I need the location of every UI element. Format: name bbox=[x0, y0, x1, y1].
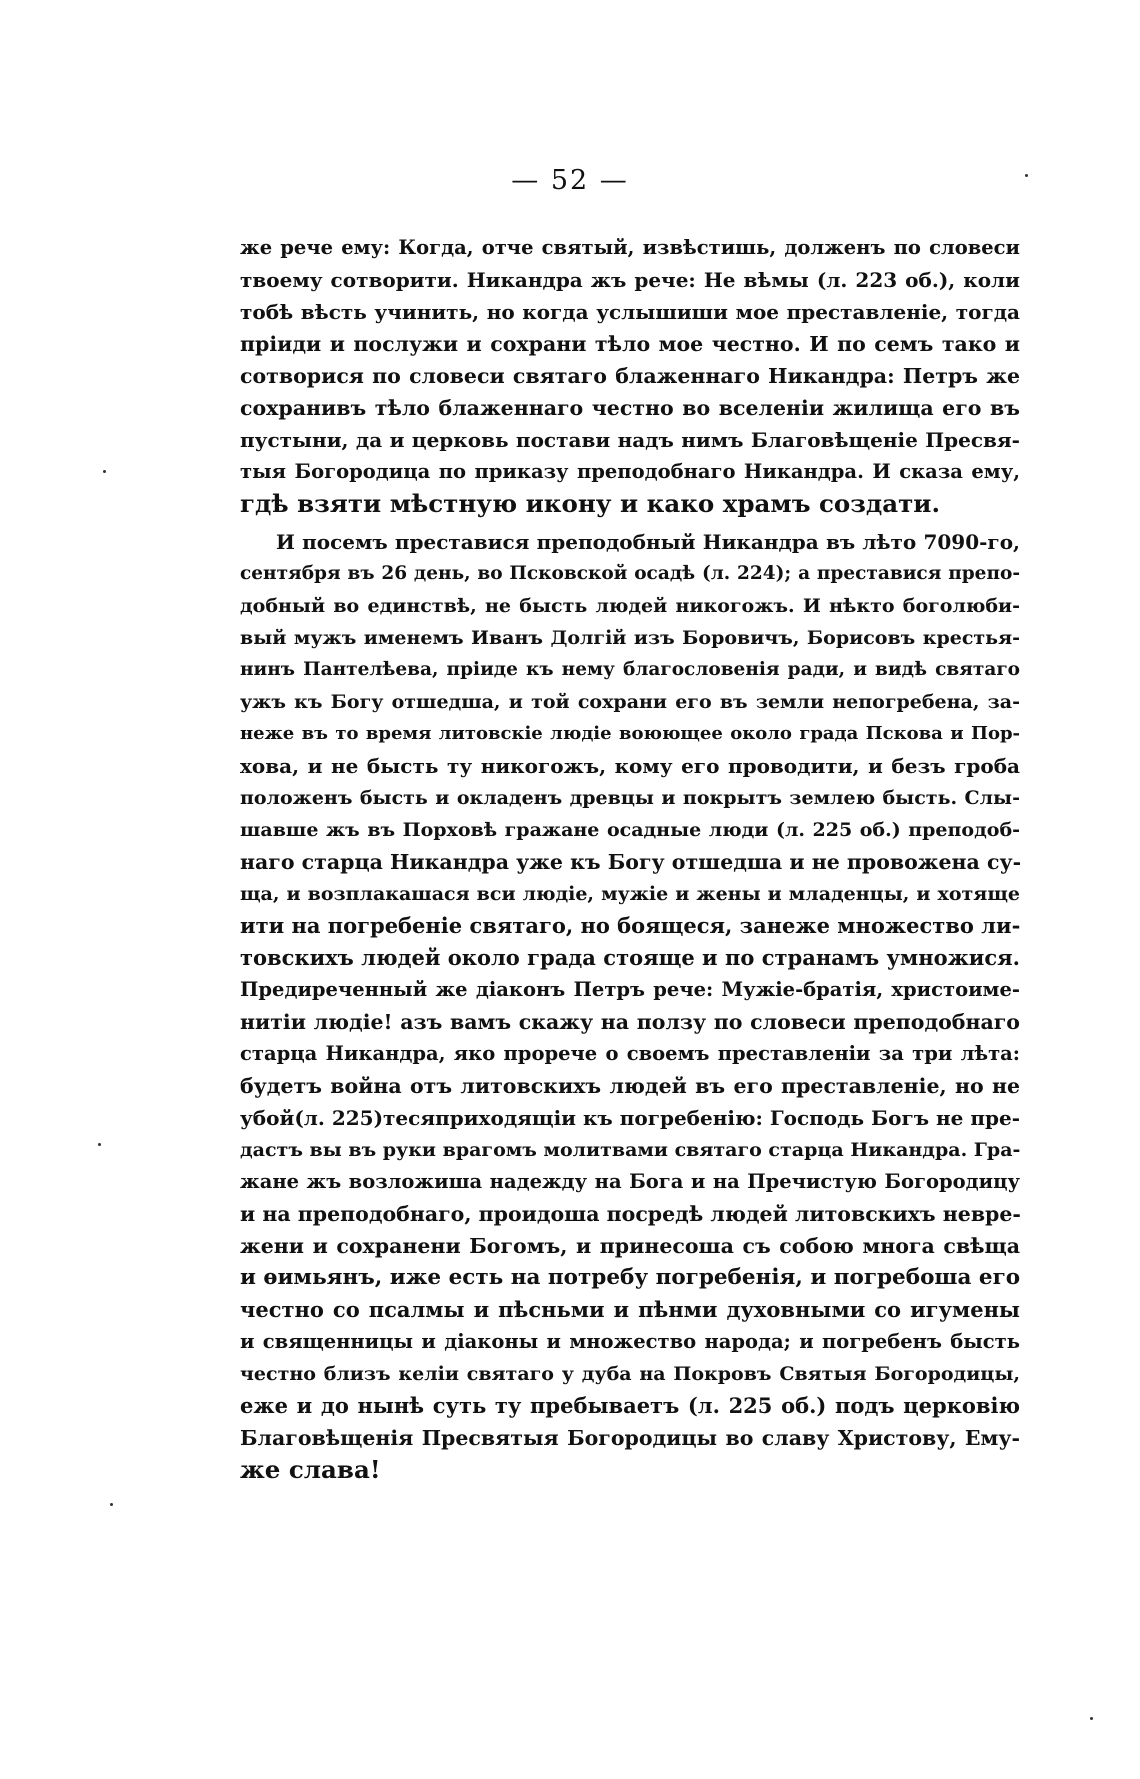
paragraph bbox=[240, 232, 1020, 520]
text-line: хова, и не бысть ту никогожъ, кому его проводити, и безъ гроба bbox=[240, 754, 1020, 778]
text-line: и ѳимьянъ, иже есть на потребу погребенія, и погребоша его bbox=[240, 1265, 1021, 1290]
text-line: и священницы и діаконы и множество народа; и погребенъ бысть bbox=[240, 1330, 1020, 1353]
text-line: неже въ то время литовскіе людіе воюющее около града Пскова и Пор- bbox=[240, 723, 1020, 744]
text-line: жени и сохранени Богомъ, и принесоша съ собою многа свѣща bbox=[240, 1234, 1020, 1258]
text-line: пустыни, да и церковь постави надъ нимъ Благовѣщеніе Пресвя- bbox=[240, 428, 1020, 452]
text-line: добный во единствѣ, не бысть людей никогожъ. И нѣкто боголюби- bbox=[240, 595, 1020, 617]
text-line: сентября въ 26 день, во Псковской осадѣ (л. 224); а преставися препо- bbox=[240, 563, 1020, 584]
paragraph bbox=[240, 526, 1020, 1486]
text-line: старца Никандра, яко прорече о своемъ преставленіи за три лѣта: bbox=[240, 1042, 1020, 1065]
text-line: ужъ къ Богу отшедша, и той сохрани его въ земли непогребена, за- bbox=[240, 691, 1020, 713]
text-line: Предиреченный же діаконъ Петръ рече: Мужіе-братія, христоиме- bbox=[240, 978, 1020, 1001]
text-line: положенъ бысть и окладенъ древцы и покрытъ землею бысть. Слы- bbox=[240, 787, 1020, 809]
text-line: тобѣ вѣсть учинить, но когда услышиши мое преставленіе, тогда bbox=[240, 300, 1020, 324]
text-line: честно со псалмы и пѣсньми и пѣнми духовными со игумены bbox=[240, 1297, 1020, 1322]
text-line: твоему сотворити. Никандра жъ рече: Не вѣмы (л. 223 об.), коли bbox=[240, 268, 1020, 292]
text-line: будетъ война отъ литовскихъ людей въ его преставленіе, но не bbox=[240, 1074, 1020, 1098]
text-line: вый мужъ именемъ Иванъ Долгій изъ Боровичъ, Борисовъ крестья- bbox=[240, 627, 1020, 649]
text-line: товскихъ людей около града стояще и по странамъ умножися. bbox=[240, 945, 1020, 970]
text-line: пріиди и послужи и сохрани тѣло мое честно. И по семъ тако и bbox=[240, 332, 1020, 356]
text-line: тыя Богородица по приказу преподобнаго Никандра. И сказа ему, bbox=[240, 460, 1020, 483]
text-line: нитіи людіе! азъ вамъ скажу на ползу по словеси преподобнаго bbox=[240, 1010, 1020, 1034]
scan-speck bbox=[1025, 174, 1028, 177]
text-line: гдѣ взяти мѣстную икону и како храмъ создати. bbox=[240, 489, 940, 518]
scan-speck bbox=[110, 1503, 113, 1506]
text-line: наго старца Никандра уже къ Богу отшедша и не провожена су- bbox=[240, 850, 1022, 874]
text-line: Благовѣщенія Пресвятыя Богородицы во славу Христову, Ему- bbox=[240, 1426, 1020, 1450]
page-number: — 52 — bbox=[511, 165, 629, 196]
scan-speck bbox=[98, 1143, 101, 1146]
text-line: еже и до нынѣ суть ту пребываетъ (л. 225 об.) подъ церковію bbox=[240, 1393, 1020, 1418]
scan-speck bbox=[1090, 1717, 1093, 1720]
body-text bbox=[240, 232, 1020, 1486]
text-line: честно близъ келіи святаго у дуба на Покровъ Святыя Богородицы, bbox=[240, 1363, 1020, 1385]
text-line: И посемъ преставися преподобный Никандра въ лѣто 7090-го, bbox=[276, 530, 1020, 554]
text-line: сотворися по словеси святаго блаженнаго Никандра: Петръ же bbox=[240, 364, 1020, 388]
text-line: ити на погребеніе святаго, но боящеся, занеже множество ли- bbox=[240, 913, 1021, 938]
text-line: и на преподобнаго, проидоша посредѣ людей литовскихъ невре- bbox=[240, 1202, 1021, 1226]
text-line: убой(л. 225)тесяприходящіи къ погребенію: Господь Богъ не пре- bbox=[240, 1106, 1020, 1130]
text-line: же слава! bbox=[240, 1455, 381, 1484]
text-line: дастъ вы въ руки врагомъ молитвами святаго старца Никандра. Гра- bbox=[240, 1139, 1021, 1161]
text-line: нинъ Пантелѣева, пріиде къ нему благословенія ради, и видѣ святаго bbox=[240, 659, 1020, 680]
text-line: шавше жъ въ Порховѣ гражане осадные люди (л. 225 об.) преподоб- bbox=[240, 819, 1020, 841]
text-line: же рече ему: Когда, отче святый, извѣстишь, долженъ по словеси bbox=[240, 236, 1020, 259]
scan-speck bbox=[103, 470, 106, 473]
text-line: сохранивъ тѣло блаженнаго честно во вселеніи жилища его въ bbox=[240, 396, 1020, 420]
text-line: жане жъ возложиша надежду на Бога и на Пречистую Богородицу bbox=[240, 1170, 1020, 1193]
text-line: ща, и возплакашася вси людіе, мужіе и жены и младенцы, и хотяще bbox=[240, 883, 1020, 905]
